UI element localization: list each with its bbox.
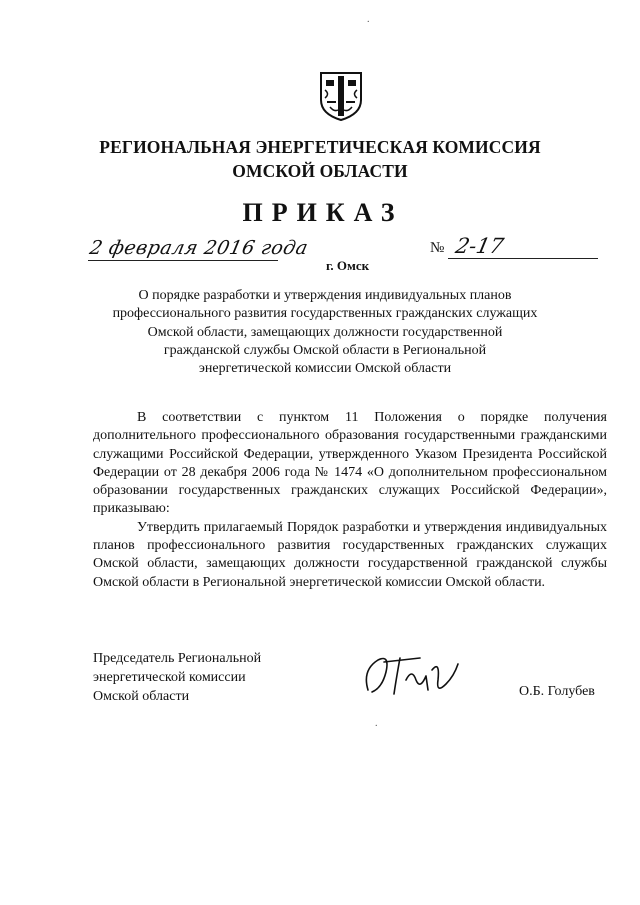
organization-name-line1: РЕГИОНАЛЬНАЯ ЭНЕРГЕТИЧЕСКАЯ КОМИССИЯ xyxy=(99,137,541,157)
organization-name-line2: ОМСКОЙ ОБЛАСТИ xyxy=(232,161,408,181)
place-of-issue: г. Омск xyxy=(326,258,370,273)
body-paragraph-basis: В соответствии с пунктом 11 Положения о порядке получения дополнительного профессионального образования государственными гражданскими служащими Российской Федерации, утвержденного Указом Президента Российской Федерации от 28 декабря 2006 года № 1474 «О дополнительном профессиональном образовании государственных гражданских служащих Российской Федерации», приказываю: xyxy=(93,410,607,517)
handwritten-date: 2 февраля 2016 года xyxy=(87,237,311,259)
order-body xyxy=(93,409,607,592)
scan-dot-mark: . xyxy=(367,14,370,25)
date-underline xyxy=(88,260,278,261)
signatory-title-line: Председатель Региональной xyxy=(93,651,262,666)
signatory-title xyxy=(93,649,313,706)
signatory-title-line: энергетической комиссии xyxy=(93,670,246,685)
scan-dot-mark: . xyxy=(375,718,378,729)
document-number-block xyxy=(430,236,600,262)
order-subject xyxy=(100,287,550,378)
signatory-name: О.Б. Голубев xyxy=(519,684,595,699)
omsk-coat-of-arms-icon xyxy=(318,70,364,122)
subject-line: гражданской службы Омской области в Региональной xyxy=(163,342,487,358)
document-type-heading: ПРИКАЗ xyxy=(242,198,404,227)
subject-line: энергетической комиссии Омской области xyxy=(198,361,452,377)
number-underline xyxy=(448,258,598,259)
handwritten-number: 2-17 xyxy=(453,234,506,258)
number-label: № xyxy=(430,240,445,256)
subject-line: О порядке разработки и утверждения индивидуальных планов xyxy=(138,288,512,303)
subject-line: Омской области, замещающих должности государственной xyxy=(147,324,503,340)
signatory-title-line: Омской области xyxy=(93,689,190,704)
handwritten-signature xyxy=(360,650,470,700)
body-paragraph-decision: Утвердить прилагаемый Порядок разработки и утверждения индивидуальных планов профессионального развития государственных гражданских служащих Омской области, замещающих должности государственной гражданской службы Омской области в Региональной энергетической комиссии Омской области. xyxy=(93,519,607,590)
subject-line: профессионального развития государственных гражданских служащих xyxy=(112,306,538,322)
